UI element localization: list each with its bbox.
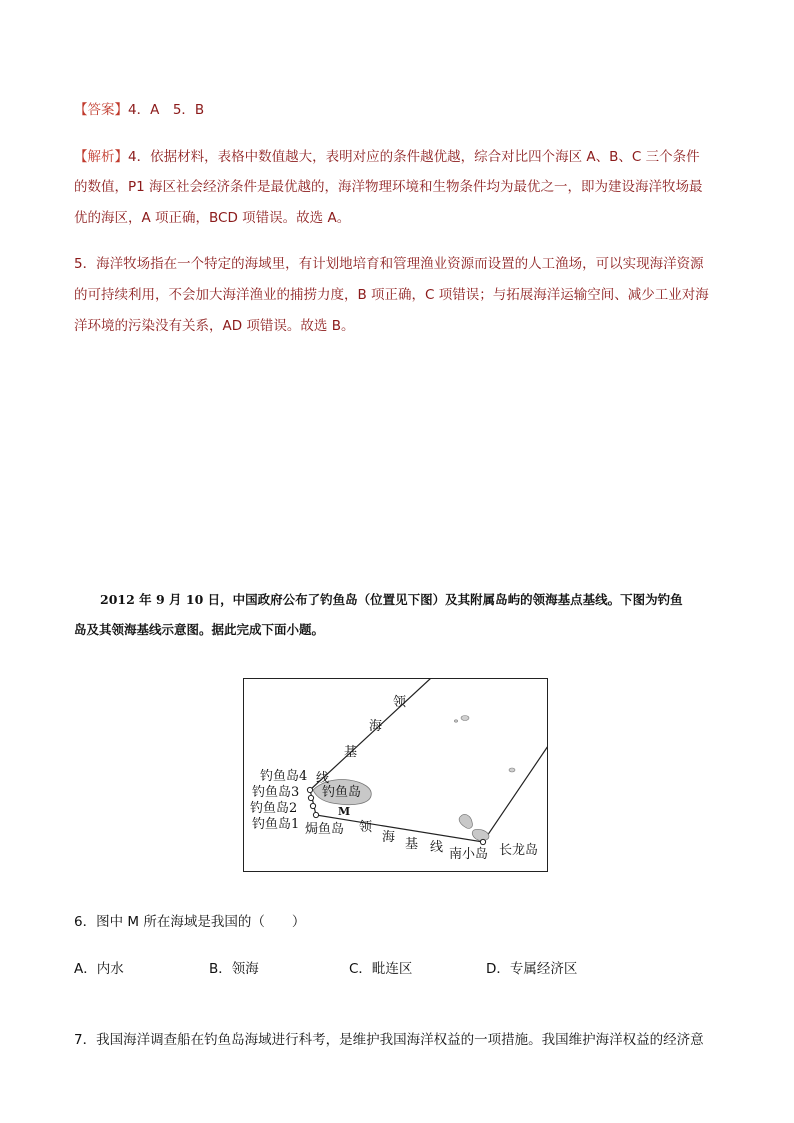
answer-label: 【答案】 [74, 102, 128, 118]
changlong-island-label: 长龙岛 [499, 843, 539, 858]
baseline-point-1 [313, 812, 318, 817]
analysis-q5-line-2: 的可持续利用，不会加大海洋渔业的捕捞力度，B 项正确，C 项错误；与拓展海洋运输空间、减少工业对海 [74, 287, 709, 303]
option-d[interactable]: D．专属经济区 [486, 961, 578, 977]
point-m-label: M [338, 805, 351, 818]
analysis-q4-line-2: 的数值，P1 海区社会经济条件是最优越的，海洋物理环境和生物条件均为最优之一，即为建设海洋牧场最 [74, 179, 703, 195]
baseline-point-4 [307, 787, 312, 792]
answer-text: 4．A 5．B [128, 102, 205, 118]
chiwei-island-label: 焗鱼岛 [305, 822, 345, 837]
analysis-q5-line-1: 5．海洋牧场指在一个特定的海域里，有计划地培育和管理渔业资源而设置的人工渔场，可以实现海洋资源 [74, 256, 704, 272]
analysis-q4-line-1: 4．依据材料，表格中数值越大，表明对应的条件越优越，综合对比四个海区 A、B、C 三个条件 [128, 149, 700, 165]
analysis-q5-line-3: 洋环境的污染没有关系，AD 项错误。故选 B。 [74, 318, 355, 334]
islet-3 [509, 768, 515, 772]
question-6-stem: 6．图中 M 所在海域是我国的（ ） [74, 914, 306, 930]
answer-line [74, 100, 204, 120]
lower-baseline-char-3: 基 [405, 837, 419, 852]
islet-2 [454, 720, 457, 722]
question-6-options [74, 957, 734, 979]
lower-baseline-char-4: 线 [430, 840, 444, 855]
upper-baseline-char-1: 领 [393, 695, 407, 710]
option-c[interactable]: C．毗连区 [349, 961, 413, 977]
baseline-point-3 [308, 795, 313, 800]
question-7-stem: 7．我国海洋调查船在钓鱼岛海域进行科考，是维护我国海洋权益的一项措施。我国维护海洋权益的经济意 [74, 1032, 704, 1048]
analysis-line-1 [74, 147, 700, 167]
diaoyu-baseline-map [243, 678, 548, 872]
analysis-q4-line-3: 优的海区，A 项正确，BCD 项错误。故选 A。 [74, 210, 351, 226]
lower-baseline-char-2: 海 [382, 830, 396, 845]
point-label-2: 钓鱼岛2 [250, 801, 298, 816]
diaoyu-island-label: 钓鱼岛 [322, 785, 362, 800]
upper-baseline-char-4: 线 [316, 771, 330, 786]
analysis-label: 【解析】 [74, 149, 128, 165]
nanxiao-island-label: 南小岛 [449, 847, 489, 862]
map-svg [243, 678, 548, 872]
intro-line-1: 2012 年 9 月 10 日，中国政府公布了钓鱼岛（位置见下图）及其附属岛屿的领海基点基线。下图为钓鱼 [100, 592, 683, 607]
option-a[interactable]: A．内水 [74, 961, 124, 977]
upper-baseline-char-3: 基 [344, 745, 358, 760]
baseline-point-nanxiao [480, 839, 485, 844]
lower-baseline-char-1: 领 [359, 820, 373, 835]
baseline-point-2 [310, 803, 315, 808]
point-label-4: 钓鱼岛4 [260, 769, 308, 784]
point-label-1: 钓鱼岛1 [252, 817, 300, 832]
intro-line-2: 岛及其领海基线示意图。据此完成下面小题。 [74, 622, 325, 637]
upper-baseline-char-2: 海 [369, 719, 383, 734]
option-b[interactable]: B．领海 [209, 961, 259, 977]
islet-1 [461, 716, 469, 721]
point-label-3: 钓鱼岛3 [252, 785, 300, 800]
